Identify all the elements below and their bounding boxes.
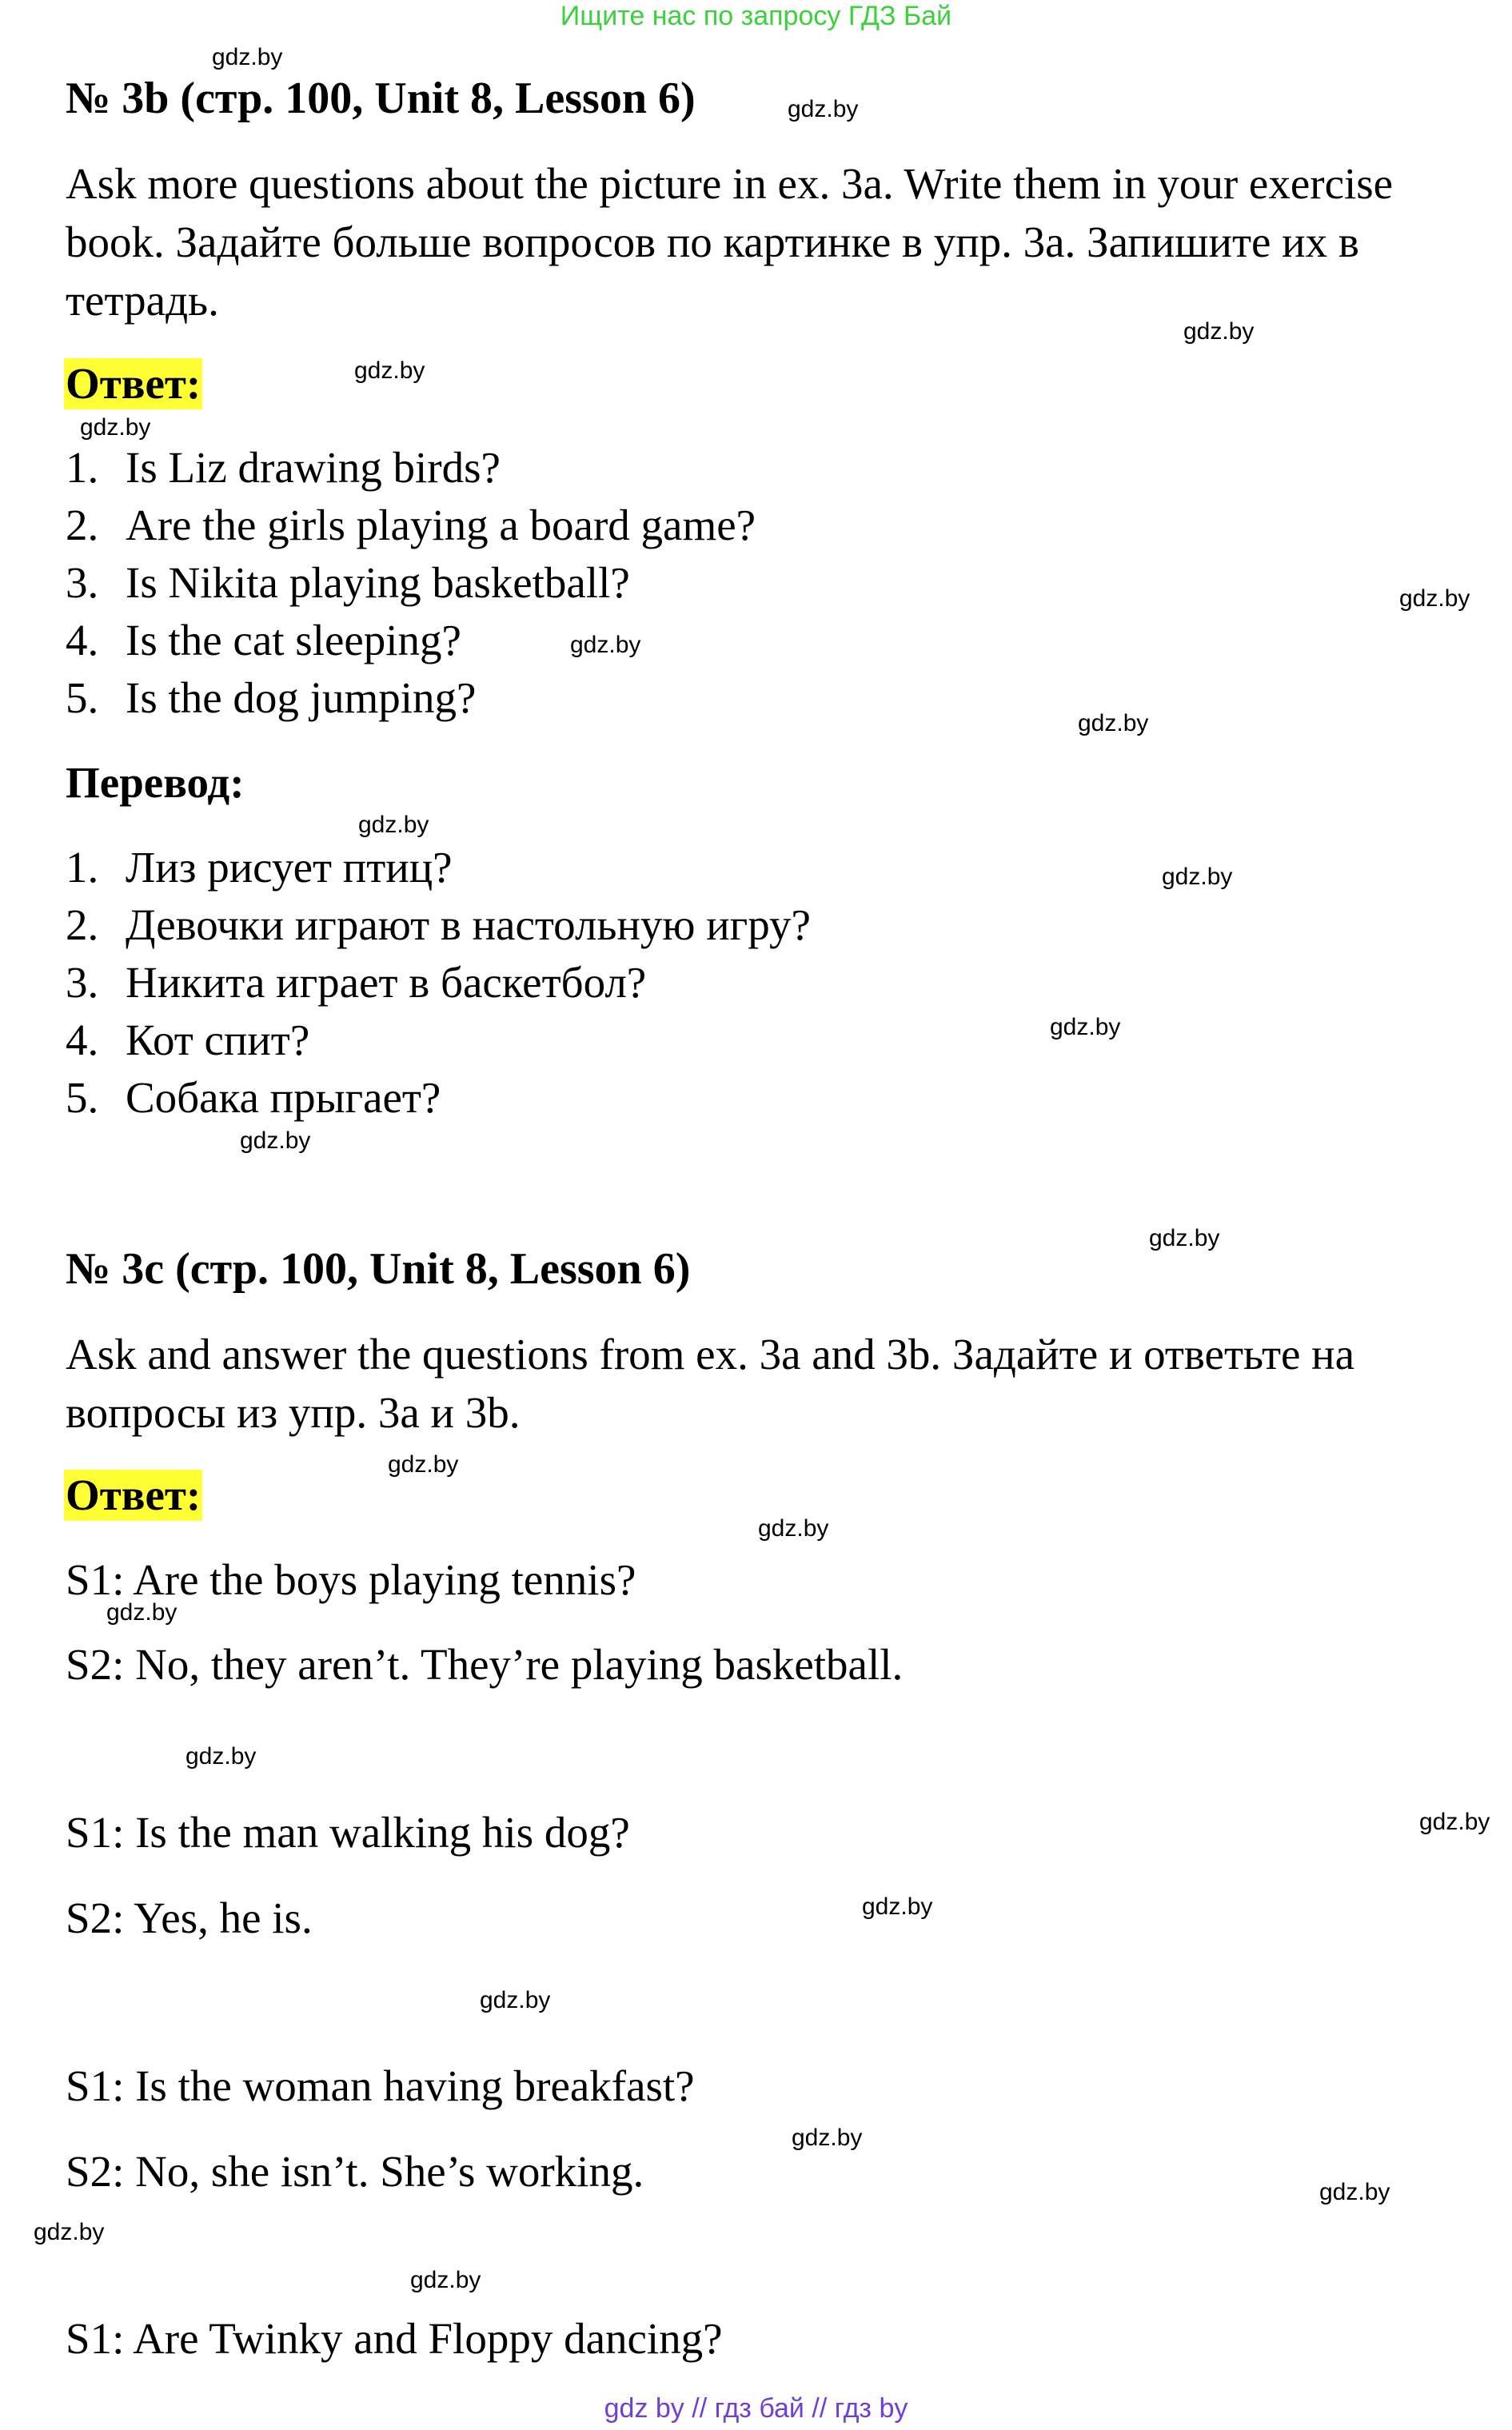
watermark: gdz.by (1149, 1225, 1220, 1251)
section-3b-instruction: Ask more questions about the picture in ex. 3a. Write them in your exercise book. Задайте больше вопросов по картинке в упр. 3a. Запишите их в тетрадь. (66, 159, 1394, 325)
answer-item: 3. Is Nikita playing basketball? (66, 558, 630, 607)
watermark: gdz.by (80, 414, 151, 441)
dialog-line: S2: No, they aren’t. They’re playing basketball. (66, 1640, 904, 1689)
dialog-line: S1: Is the woman having breakfast? (66, 2061, 695, 2110)
dialog-line: S1: Is the man walking his dog? (66, 1808, 630, 1857)
watermark: gdz.by (212, 44, 283, 70)
answer-item: 2. Are the girls playing a board game? (66, 501, 756, 549)
watermark: gdz.by (1078, 710, 1149, 736)
bottom-banner[interactable]: gdz by // гдз бай // гдз by (604, 2393, 908, 2424)
watermark: gdz.by (758, 1515, 829, 1542)
watermark: gdz.by (1419, 1809, 1490, 1835)
section-3c-instruction: Ask and answer the questions from ex. 3a and 3b. Задайте и ответьте на вопросы из упр. 3a и 3b. (66, 1330, 1355, 1437)
translation-item: 1. Лиз рисует птиц? (66, 843, 453, 892)
top-banner[interactable]: Ищите нас по запросу ГДЗ Бай (560, 1, 952, 31)
watermark: gdz.by (1183, 318, 1255, 345)
watermark: gdz.by (570, 632, 641, 658)
watermark: gdz.by (1162, 864, 1233, 890)
watermark: gdz.by (34, 2219, 105, 2245)
dialog-line: S2: No, she isn’t. She’s working. (66, 2147, 644, 2196)
watermark: gdz.by (388, 1451, 459, 1478)
section-3b-heading: № 3b (стр. 100, Unit 8, Lesson 6) (66, 74, 696, 123)
watermark: gdz.by (186, 1743, 257, 1770)
section-3c-answer-label: Ответ: (66, 1470, 201, 1519)
answer-item: 4. Is the cat sleeping? (66, 616, 461, 664)
watermark: gdz.by (240, 1127, 311, 1154)
watermark: gdz.by (792, 2125, 863, 2151)
translation-item: 4. Кот спит? (66, 1015, 310, 1064)
translation-item: 3. Никита играет в баскетбол? (66, 958, 647, 1007)
answer-item: 5. Is the dog jumping? (66, 673, 477, 722)
watermark: gdz.by (862, 1893, 933, 1920)
section-3b-translation-label: Перевод: (66, 758, 245, 807)
watermark: gdz.by (358, 812, 429, 838)
watermark: gdz.by (1050, 1014, 1121, 1040)
watermark: gdz.by (1319, 2179, 1390, 2205)
watermark: gdz.by (1399, 585, 1470, 612)
section-3b-answer-label: Ответ: (66, 359, 201, 408)
watermark: gdz.by (354, 357, 425, 384)
watermark: gdz.by (106, 1599, 178, 1626)
watermark: gdz.by (788, 96, 859, 122)
answer-item: 1. Is Liz drawing birds? (66, 443, 501, 492)
section-3c-heading: № 3c (стр. 100, Unit 8, Lesson 6) (66, 1244, 691, 1294)
watermark: gdz.by (410, 2267, 481, 2293)
dialog-line: S1: Are Twinky and Floppy dancing? (66, 2314, 723, 2363)
dialog-line: S2: Yes, he is. (66, 1893, 313, 1942)
watermark: gdz.by (480, 1987, 551, 2013)
translation-item: 2. Девочки играют в настольную игру? (66, 900, 811, 949)
dialog-line: S1: Are the boys playing tennis? (66, 1555, 636, 1604)
translation-item: 5. Собака прыгает? (66, 1073, 441, 1122)
